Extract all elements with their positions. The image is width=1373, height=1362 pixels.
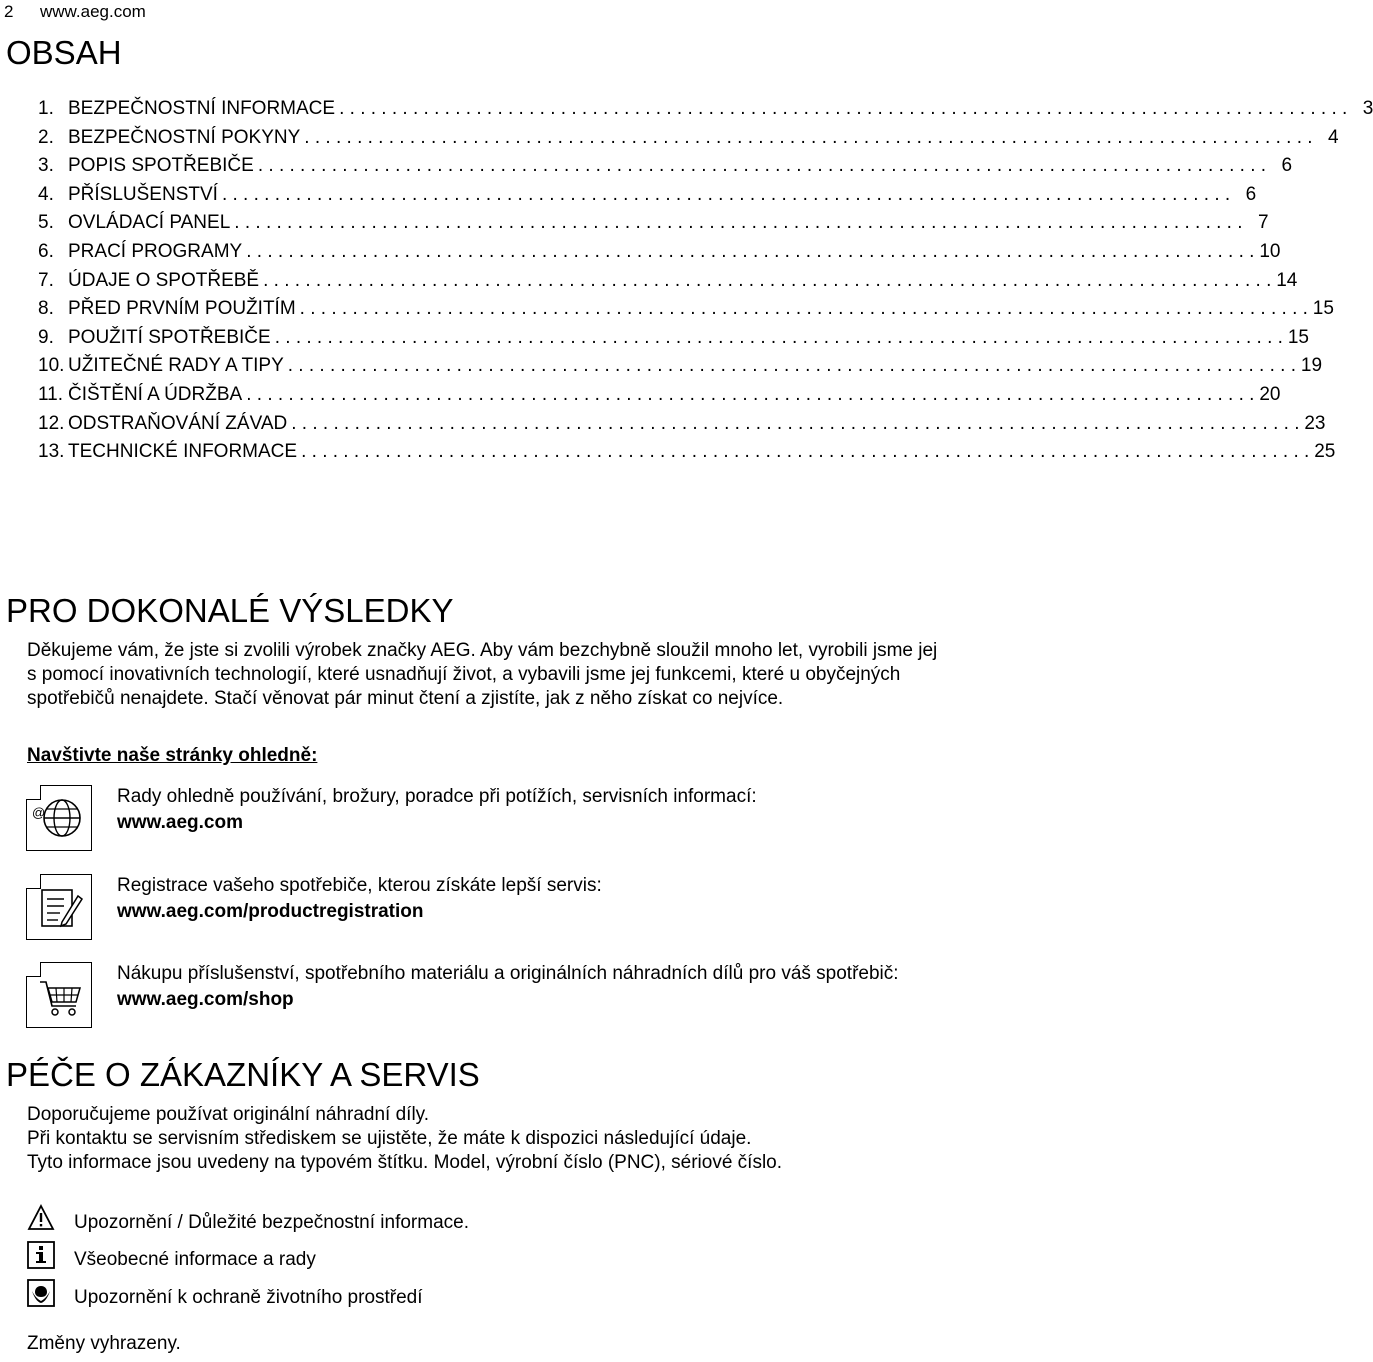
toc-item-number: 4. <box>38 183 54 205</box>
service-line: Při kontaktu se servisním střediskem se ujistěte, že máte k dispozici následující údaje. <box>27 1128 752 1149</box>
toc-leader-dots <box>304 127 1312 149</box>
toc-item-number: 7. <box>38 269 54 291</box>
toc-item-number: 11. <box>38 383 64 405</box>
link-url[interactable]: www.aeg.com/productregistration <box>117 901 424 922</box>
visit-label: Navštivte naše stránky ohledně: <box>27 745 318 766</box>
toc-item-title: UŽITEČNÉ RADY A TIPY <box>68 355 284 377</box>
toc-item-page: 14 <box>1276 269 1298 291</box>
link-item <box>117 784 937 836</box>
toc-leader-dots <box>234 212 1242 234</box>
toc-item-title: ÚDAJE O SPOTŘEBĚ <box>68 269 260 291</box>
service-title: PÉČE O ZÁKAZNÍKY A SERVIS <box>6 1056 480 1093</box>
toc-item-number: 12. <box>38 412 65 434</box>
site-url[interactable]: www.aeg.com <box>40 2 146 21</box>
page-number: 2 <box>4 2 14 21</box>
toc-item-title: PŘED PRVNÍM POUŽITÍM <box>68 298 296 320</box>
toc-item[interactable] <box>38 155 1293 184</box>
toc-leader-dots <box>263 270 1271 292</box>
shopping-cart-icon <box>26 962 92 1028</box>
toc-item[interactable] <box>38 441 1336 470</box>
toc-item-page: 3 <box>1362 98 1373 119</box>
toc-item-title: PŘÍSLUŠENSTVÍ <box>68 183 218 205</box>
toc-item-page: 7 <box>1257 212 1269 234</box>
toc-item[interactable] <box>38 326 1309 356</box>
toc-item[interactable] <box>38 240 1281 270</box>
toc-item-page: 6 <box>1245 183 1257 205</box>
link-item <box>117 961 937 1013</box>
link-item <box>117 873 937 925</box>
toc-item-page: 19 <box>1300 355 1323 377</box>
toc-item-page: 15 <box>1287 326 1309 348</box>
toc-item-number: 1. <box>38 98 54 119</box>
info-icon <box>27 1241 55 1269</box>
toc-item-number: 6. <box>38 240 54 262</box>
toc-item[interactable] <box>38 269 1298 299</box>
toc-leader-dots <box>288 355 1296 377</box>
toc-leader-dots <box>246 384 1254 406</box>
toc-leader-dots <box>291 413 1299 435</box>
toc-item-number: 8. <box>38 298 54 320</box>
toc-item-number: 13. <box>38 441 65 463</box>
link-description: Nákupu příslušenství, spotřebního materiálu a originálních náhradních dílů pro váš spotřebič: <box>117 963 899 984</box>
toc-item-title: POPIS SPOTŘEBIČE <box>68 155 254 177</box>
toc-item-title: OVLÁDACÍ PANEL <box>68 212 231 234</box>
toc-item-number: 2. <box>38 126 54 148</box>
toc-item[interactable] <box>38 183 1257 213</box>
toc-item-number: 5. <box>38 212 54 234</box>
service-line: Doporučujeme používat originální náhradní díly. <box>27 1104 430 1125</box>
toc-leader-dots <box>339 98 1347 120</box>
toc-item-title: BEZPEČNOSTNÍ INFORMACE <box>68 98 336 119</box>
svg-text:@: @ <box>32 805 46 820</box>
link-description: Rady ohledně používání, brožury, poradce při potížích, servisních informací: <box>117 786 757 807</box>
results-intro: Děkujeme vám, že jste si zvolili výrobek značky AEG. Aby vám bezchybně sloužil mnoho let, vyrobili jsme jej s pomocí inovativních technologií, které usnadňují život, a vybavili jsme jej funkcemi, které u obyčejných spotřebičů nenajdete. Stačí věnovat pár minut čtení a zjistíte, jak z něho získat co nejvíce. <box>27 640 938 709</box>
environment-icon <box>27 1279 55 1307</box>
service-text <box>27 1103 947 1175</box>
toc-leader-dots <box>301 441 1309 463</box>
toc-item[interactable] <box>38 355 1323 384</box>
warning-triangle-icon <box>27 1204 55 1232</box>
toc-item[interactable] <box>38 98 1373 127</box>
registration-form-icon <box>26 874 92 940</box>
footer-note: Změny vyhrazeny. <box>27 1333 181 1354</box>
link-url[interactable]: www.aeg.com <box>117 812 243 833</box>
toc-item[interactable] <box>38 412 1326 442</box>
toc-item-title: TECHNICKÉ INFORMACE <box>68 441 298 463</box>
legend-text-environment: Upozornění k ochraně životního prostředí <box>74 1287 423 1308</box>
link-url[interactable]: www.aeg.com/shop <box>117 989 294 1010</box>
globe-at-icon <box>26 785 92 851</box>
toc-item-page: 25 <box>1314 441 1336 463</box>
toc-item-page: 6 <box>1281 155 1293 177</box>
results-title: PRO DOKONALÉ VÝSLEDKY <box>6 592 454 629</box>
toc-item-page: 23 <box>1304 412 1326 434</box>
toc-item[interactable] <box>38 212 1269 241</box>
toc-item-title: ČIŠTĚNÍ A ÚDRŽBA <box>68 383 243 405</box>
toc-leader-dots <box>222 184 1230 206</box>
toc-leader-dots <box>258 155 1266 177</box>
service-line: Tyto informace jsou uvedeny na typovém štítku. Model, výrobní číslo (PNC), sériové číslo. <box>27 1152 783 1173</box>
link-description: Registrace vašeho spotřebiče, kterou získáte lepší servis: <box>117 875 602 896</box>
legend-text-warning: Upozornění / Důležité bezpečnostní informace. <box>74 1212 469 1233</box>
toc-item-number: 3. <box>38 155 54 177</box>
toc-item-number: 10. <box>38 355 65 377</box>
toc-item-number: 9. <box>38 326 54 348</box>
toc-item-title: ODSTRAŇOVÁNÍ ZÁVAD <box>68 412 288 434</box>
table-of-contents <box>38 98 1373 470</box>
toc-item-page: 15 <box>1312 298 1334 320</box>
toc-leader-dots <box>246 241 1254 263</box>
toc-item-title: BEZPEČNOSTNÍ POKYNY <box>68 126 301 148</box>
toc-leader-dots <box>275 327 1283 349</box>
toc-item-title: POUŽITÍ SPOTŘEBIČE <box>68 326 271 348</box>
toc-item-page: 4 <box>1327 126 1339 148</box>
legend-text-info: Všeobecné informace a rady <box>74 1249 316 1270</box>
toc-item-page: 10 <box>1259 240 1281 262</box>
toc-item[interactable] <box>38 298 1334 327</box>
toc-item-title: PRACÍ PROGRAMY <box>68 240 243 262</box>
toc-title: OBSAH <box>6 34 122 71</box>
toc-item[interactable] <box>38 126 1339 156</box>
toc-leader-dots <box>300 298 1308 320</box>
toc-item[interactable] <box>38 383 1281 413</box>
toc-item-page: 20 <box>1259 383 1281 405</box>
